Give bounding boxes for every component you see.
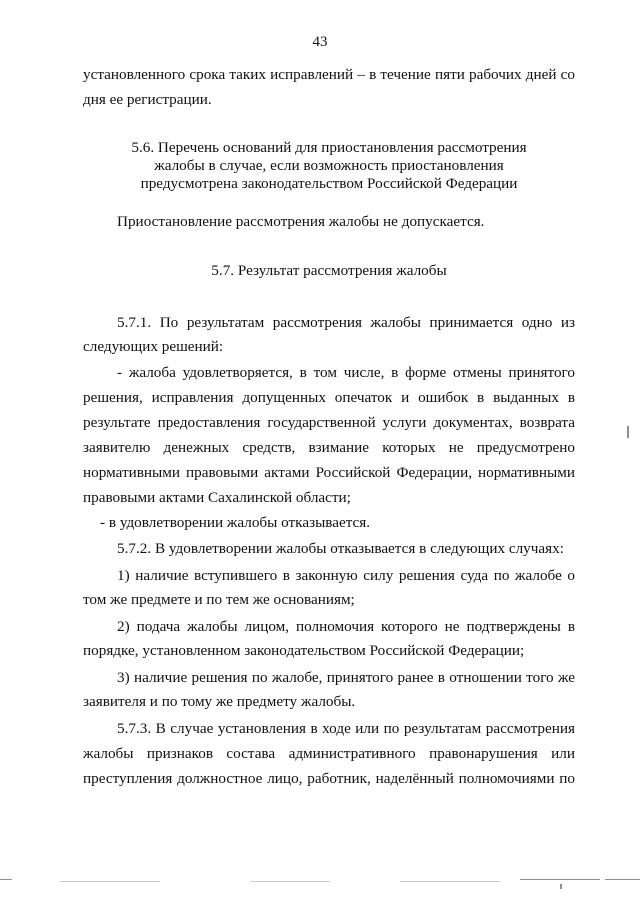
text-line: Приостановление рассмотрения жалобы не допускается. bbox=[117, 213, 485, 230]
scan-mark bbox=[250, 881, 330, 882]
scan-mark bbox=[0, 879, 12, 880]
bullet-line: - в удовлетворении жалобы отказывается. bbox=[100, 514, 371, 531]
paragraph-line: 5.7.1. По результатам рассмотрения жалобы принимается одно из bbox=[117, 314, 575, 331]
list-item-line: 3) наличие решения по жалобе, принятого ранее в отношении того же bbox=[117, 669, 575, 686]
section-heading-line: жалобы в случае, если возможность приостановления bbox=[154, 157, 504, 174]
scan-mark bbox=[400, 881, 500, 882]
paragraph-line: преступления должностное лицо, работник, наделённый полномочиями по bbox=[83, 770, 575, 787]
bullet-line: результате предоставления государственной услуги документах, возврата bbox=[83, 414, 575, 431]
list-item-line: 1) наличие вступившего в законную силу решения суда по жалобе о bbox=[117, 567, 575, 584]
scan-mark bbox=[520, 879, 600, 880]
paragraph-line: 5.7.2. В удовлетворении жалобы отказывается в следующих случаях: bbox=[117, 540, 564, 557]
text-line: установленного срока таких исправлений – в течение пяти рабочих дней со bbox=[83, 66, 575, 83]
paragraph-line: следующих решений: bbox=[83, 338, 224, 355]
list-item-line: заявителя и по тому же предмету жалобы. bbox=[83, 693, 356, 710]
section-heading-line: предусмотрена законодательством Российской Федерации bbox=[140, 175, 518, 192]
bullet-line: нормативными правовыми актами Российской Федерации, нормативными bbox=[83, 464, 575, 481]
bullet-line: правовыми актами Сахалинской области; bbox=[83, 489, 351, 506]
list-item-line: том же предмете и по тем же основаниям; bbox=[83, 591, 355, 608]
section-heading: 5.7. Результат рассмотрения жалобы bbox=[211, 262, 447, 279]
text-line: дня ее регистрации. bbox=[83, 91, 212, 108]
bullet-line: решения, исправления допущенных опечаток и ошибок в выданных в bbox=[83, 389, 575, 406]
scan-mark bbox=[627, 426, 629, 438]
bullet-line: - жалоба удовлетворяется, в том числе, в форме отмены принятого bbox=[117, 364, 575, 381]
list-item-line: 2) подача жалобы лицом, полномочия которого не подтверждены в bbox=[117, 618, 575, 635]
scan-mark bbox=[560, 884, 562, 889]
list-item-line: порядке, установленном законодательством Российской Федерации; bbox=[83, 642, 525, 659]
paragraph-line: 5.7.3. В случае установления в ходе или по результатам рассмотрения bbox=[117, 720, 575, 737]
paragraph-line: жалобы признаков состава административного правонарушения или bbox=[83, 745, 575, 762]
bullet-line: заявителю денежных средств, взимание которых не предусмотрено bbox=[83, 439, 575, 456]
scan-mark bbox=[605, 879, 640, 880]
section-heading-line: 5.6. Перечень оснований для приостановления рассмотрения bbox=[131, 139, 527, 156]
scan-mark bbox=[60, 881, 160, 882]
page-number: 43 bbox=[312, 34, 328, 50]
